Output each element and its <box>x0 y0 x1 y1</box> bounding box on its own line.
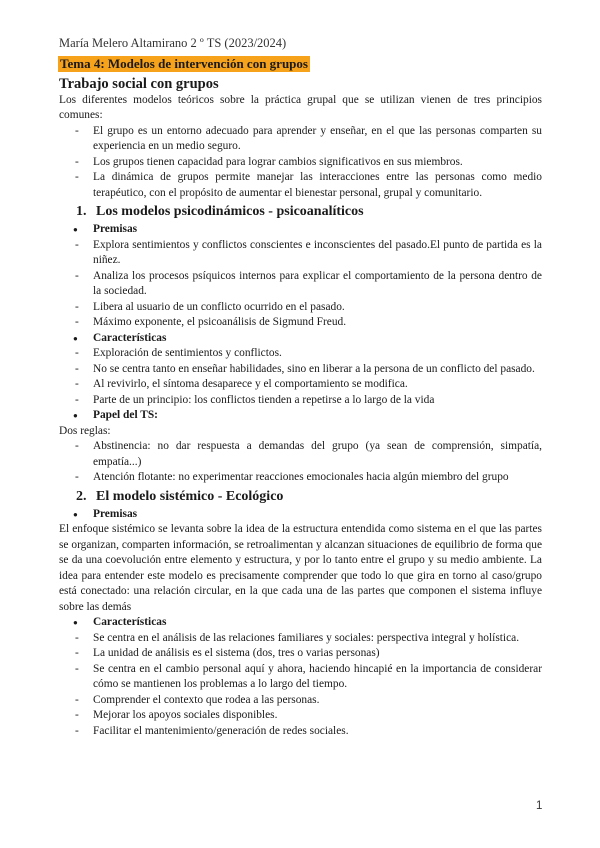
page-number: 1 <box>536 800 543 812</box>
document-body <box>59 56 542 739</box>
section-1-premisas-list <box>59 238 542 331</box>
section-1-papel-label: ● Papel del TS: <box>59 408 542 424</box>
reglas-intro: Dos reglas: <box>59 424 111 437</box>
list-item: - Mejorar los apoyos sociales disponibles. <box>59 708 542 724</box>
list-item: - Comprender el contexto que rodea a las personas. <box>59 693 542 709</box>
section-2-premisas-paragraph: El enfoque sistémico se levanta sobre la idea de la estructura entendida como sistema en el que las partes se organizan, comparten información, se retroalimentan y alcanzan situaciones de equilibrio de forma que se da una coevolución entre elemento y estructura, y por lo tanto entre el grupo y su medio ambiente. La idea para entender este modelo es precisamente comprender que todo lo que gira en torno al caso/grupo está conectado: una relación circular, en la que cada una de las partes que componen el sistema influye sobre las demás <box>59 523 542 613</box>
list-item: - Facilitar el mantenimiento/generación de redes sociales. <box>59 724 542 740</box>
list-item: - Al revivirlo, el síntoma desaparece y el comportamiento se modifica. <box>59 377 542 393</box>
section-1-heading <box>76 202 542 221</box>
list-item: - Explora sentimientos y conflictos conscientes e inconscientes del pasado.El punto de partida es la niñez. <box>59 238 542 269</box>
list-item: - No se centra tanto en enseñar habilidades, sino en liberar a la persona de un conflicto del pasado. <box>59 362 542 378</box>
list-item: - Se centra en el análisis de las relaciones familiares y sociales: perspectiva integral y holística. <box>59 631 542 647</box>
list-item: - Parte de un principio: los conflictos tienden a repetirse a lo largo de la vida <box>59 393 542 409</box>
list-item: - Exploración de sentimientos y conflictos. <box>59 346 542 362</box>
section-2-caracteristicas-label: ● Características <box>59 615 542 631</box>
section-2-number: 2. <box>76 488 87 504</box>
section-1-title: Los modelos psicodinámicos - psicoanalíticos <box>96 204 364 219</box>
page-header: María Melero Altamirano 2 º TS (2023/2024) <box>59 36 287 50</box>
intro-list <box>59 124 542 202</box>
list-item: - Atención flotante: no experimentar reacciones emocionales hacia algún miembro del grupo <box>59 470 542 486</box>
list-item: - La unidad de análisis es el sistema (dos, tres o varias personas) <box>59 646 542 662</box>
list-item: - Máximo exponente, el psicoanálisis de Sigmund Freud. <box>59 315 542 331</box>
section-1-caracteristicas-label: ● Características <box>59 331 542 347</box>
intro-paragraph: Los diferentes modelos teóricos sobre la práctica grupal que se utilizan vienen de tres principios comunes: <box>59 93 542 121</box>
section-2-premisas-label: ● Premisas <box>59 507 542 523</box>
section-2-title: El modelo sistémico - Ecológico <box>96 488 284 504</box>
section-2-caracteristicas-list <box>59 631 542 740</box>
list-item: - Analiza los procesos psíquicos internos para explicar el comportamiento de la persona dentro de la sociedad. <box>59 269 542 300</box>
topic-title: Tema 4: Modelos de intervención con grupos <box>60 56 308 71</box>
section-2-heading <box>76 487 542 506</box>
list-item: - Abstinencia: no dar respuesta a demandas del grupo (ya sean de comprensión, simpatía, empatía...) <box>59 439 542 470</box>
section-1-premisas-label: ● Premisas <box>59 222 542 238</box>
list-item: - Los grupos tienen capacidad para lograr cambios significativos en sus miembros. <box>59 155 542 171</box>
list-item: - El grupo es un entorno adecuado para aprender y enseñar, en el que las personas comparten su experiencia en un medio seguro. <box>59 124 542 155</box>
reglas-list <box>59 439 542 486</box>
list-item: - Se centra en el cambio personal aquí y ahora, haciendo hincapié en la importancia de considerar cómo se mantienen los problemas a lo largo del tiempo. <box>59 662 542 693</box>
subtitle: Trabajo social con grupos <box>59 75 219 92</box>
list-item: - Libera al usuario de un conflicto ocurrido en el pasado. <box>59 300 542 316</box>
section-1-number: 1. <box>76 204 87 219</box>
list-item: - La dinámica de grupos permite manejar las interacciones entre las personas como medio terapéutico, con el propósito de aumentar el bienestar personal, grupal y comunitario. <box>59 170 542 201</box>
section-1-caracteristicas-list <box>59 346 542 408</box>
